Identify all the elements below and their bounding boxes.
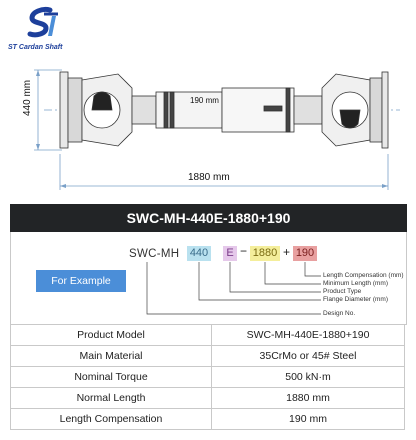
code-min-length: 1880 xyxy=(250,246,280,261)
code-dash: − xyxy=(240,244,248,258)
legend-design-no: Design No. xyxy=(323,310,356,317)
spec-key: Length Compensation xyxy=(11,409,212,430)
shaft-drawing xyxy=(0,58,416,196)
spec-key: Normal Length xyxy=(11,388,212,409)
table-row xyxy=(11,409,405,430)
compensation-dimension-label: 190 mm xyxy=(190,96,219,105)
table-row xyxy=(11,367,405,388)
spec-value: 35CrMo or 45# Steel xyxy=(212,346,405,367)
table-row xyxy=(11,388,405,409)
code-design: E xyxy=(223,246,237,261)
legend-length-compensation: Length Compensation (mm) xyxy=(323,272,404,279)
code-flange: 440 xyxy=(187,246,211,261)
length-dimension-label: 1880 mm xyxy=(188,172,230,183)
table-row xyxy=(11,325,405,346)
legend-product-type: Product Type xyxy=(323,288,362,295)
spec-value: 190 mm xyxy=(212,409,405,430)
spec-value: 500 kN·m xyxy=(212,367,405,388)
height-dimension-label: 440 mm xyxy=(22,79,33,116)
brand-name: ST Cardan Shaft xyxy=(8,44,63,51)
model-code-example xyxy=(10,232,407,325)
code-compensation: 190 xyxy=(293,246,317,261)
code-prefix: SWC-MH xyxy=(129,248,180,260)
brand-logo xyxy=(8,6,98,54)
logo-mark-icon xyxy=(24,6,60,42)
spec-key: Nominal Torque xyxy=(11,367,212,388)
for-example-button[interactable]: For Example xyxy=(36,270,126,292)
model-title: SWC-MH-440E-1880+190 xyxy=(10,204,407,232)
code-plus: + xyxy=(283,245,291,259)
spec-value: 1880 mm xyxy=(212,388,405,409)
legend-flange-diameter: Flange Diameter (mm) xyxy=(323,296,389,303)
spec-value: SWC-MH-440E-1880+190 xyxy=(212,325,405,346)
spec-key: Product Model xyxy=(11,325,212,346)
spec-table xyxy=(10,324,405,430)
table-row xyxy=(11,346,405,367)
legend-minimum-length: Minimum Length (mm) xyxy=(323,280,389,287)
spec-key: Main Material xyxy=(11,346,212,367)
